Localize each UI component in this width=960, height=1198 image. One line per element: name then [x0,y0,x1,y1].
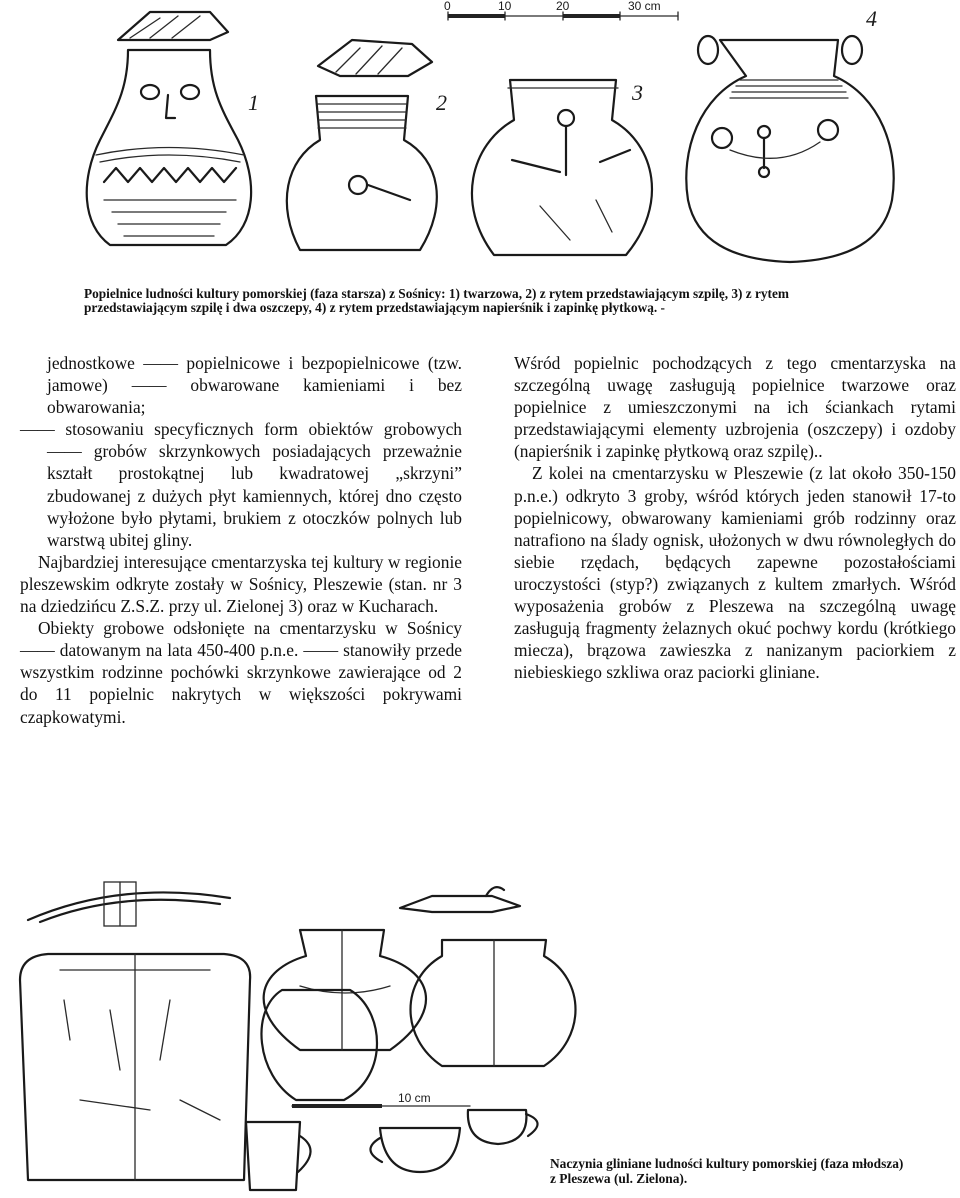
scale-label-20: 20 [556,0,570,13]
jar-large [20,954,250,1180]
urn-2 [287,40,447,250]
urn-1 [87,12,259,245]
bottom-scale-label: 10 cm [398,1091,431,1105]
scale-label-30: 30 cm [628,0,661,13]
urn-4 [686,6,893,262]
paragraph-3: Najbardziej interesujące cmentarzyska tej kultury w regionie pleszewskim odkryte zostały w Sośnicy, Pleszewie (stan. nr 3 na dziedzińcu Z.S.Z. przy ul. Zielonej 3) oraz w Kucharach. [20,551,462,617]
paragraph-4: Obiekty grobowe odsłonięte na cmentarzysku w Sośnicy —— datowanym na lata 450-400 p.n.e. —— stanowiły przede wszystkim rodzinne pochówki skrzynkowe zawierające od 2 do 11 popielnic nakrytych w większości pokrywami czapkowatymi. [20,618,462,727]
vessels-drawing [0,860,960,1198]
lid-small [400,887,520,912]
vessel-number-2: 2 [436,90,447,115]
urn-round [411,940,576,1066]
scale-label-10: 10 [498,0,512,13]
paragraph-5: Wśród popielnic pochodzących z tego cmentarzyska na szczególną uwagę zasługują popielnice twarzowe oraz popielnice z umieszczonymi na ich ściankach rytami przedstawiającymi elementy uzbrojenia (oszczepy) i ozdoby (napierśnik i zapinkę płytkową oraz szpilę).. [514,353,956,462]
cup-handled-2 [370,1128,460,1172]
caption-line: przedstawiającym szpilę i dwa oszczepy, 4) z rytem przedstawiającym napierśnik i zapinkę płytkową. - [84,300,665,315]
top-figure-caption [84,287,914,315]
urn-3 [472,80,652,255]
scale-label-0: 0 [444,0,451,13]
paragraph-6: Z kolei na cmentarzysku w Pleszewie (z lat około 350-150 p.n.e.) odkryto 3 groby, wśród których jeden stanowił 17-to popielnicowy, obwarowany kamieniami grób rodzinny oraz natrafiono na ślady ognisk, ułożonych w dwu równoległych do siebie rzędach, będących zapewne pozostałościami uroczystości (styp?) związanych z kultem zmarłych. Wśród wyposażenia grobów z Pleszewa na szczególną uwagę zasługują fragmenty żelaznych okuć pochwy kordu (krótkiego miecza), brązowa zawieszka z nanizanym paciorkiem z niebieskiego szkliwa oraz paciorki gliniane. [514,463,956,683]
right-column [514,352,956,683]
bottom-figure-caption [550,1156,958,1186]
cup-tall [246,1122,311,1190]
paragraph-1: jednostkowe —— popielnicowe i bezpopielnicowe (tzw. jamowe) —— obwarowane kamieniami i bez obwarowania; [47,353,462,418]
vessel-number-3: 3 [632,80,643,105]
left-column [20,352,462,728]
caption-line: Popielnice ludności kultury pomorskiej (faza starsza) z Sośnicy: 1) twarzowa, 2) z rytem przedstawiającym szpilę, 3) z rytem [84,286,789,301]
bottom-figure [0,860,960,1198]
lid-large [28,882,230,926]
urns-drawing [0,0,960,285]
pot-lugged [261,990,377,1100]
top-figure [0,0,960,285]
caption-line: z Pleszewa (ul. Zielona). [550,1171,688,1186]
paragraph-2: —— stosowaniu specyficznych form obiektów grobowych —— grobów skrzynkowych posiadających przeważnie kształt prostokątnej lub kwadratowej „skrzyni” zbudowanej z dużych płyt kamiennych, której dno często wyłożone było płytami, brukiem z otoczków polnych lub warstwą ubitej gliny. [20,419,462,550]
cup-handled-1 [468,1110,538,1144]
vessel-number-4: 4 [866,6,877,31]
vessel-number-1: 1 [248,90,259,115]
caption-line: Naczynia gliniane ludności kultury pomorskiej (faza młodsza) [550,1156,904,1171]
scale-bar [444,0,678,20]
